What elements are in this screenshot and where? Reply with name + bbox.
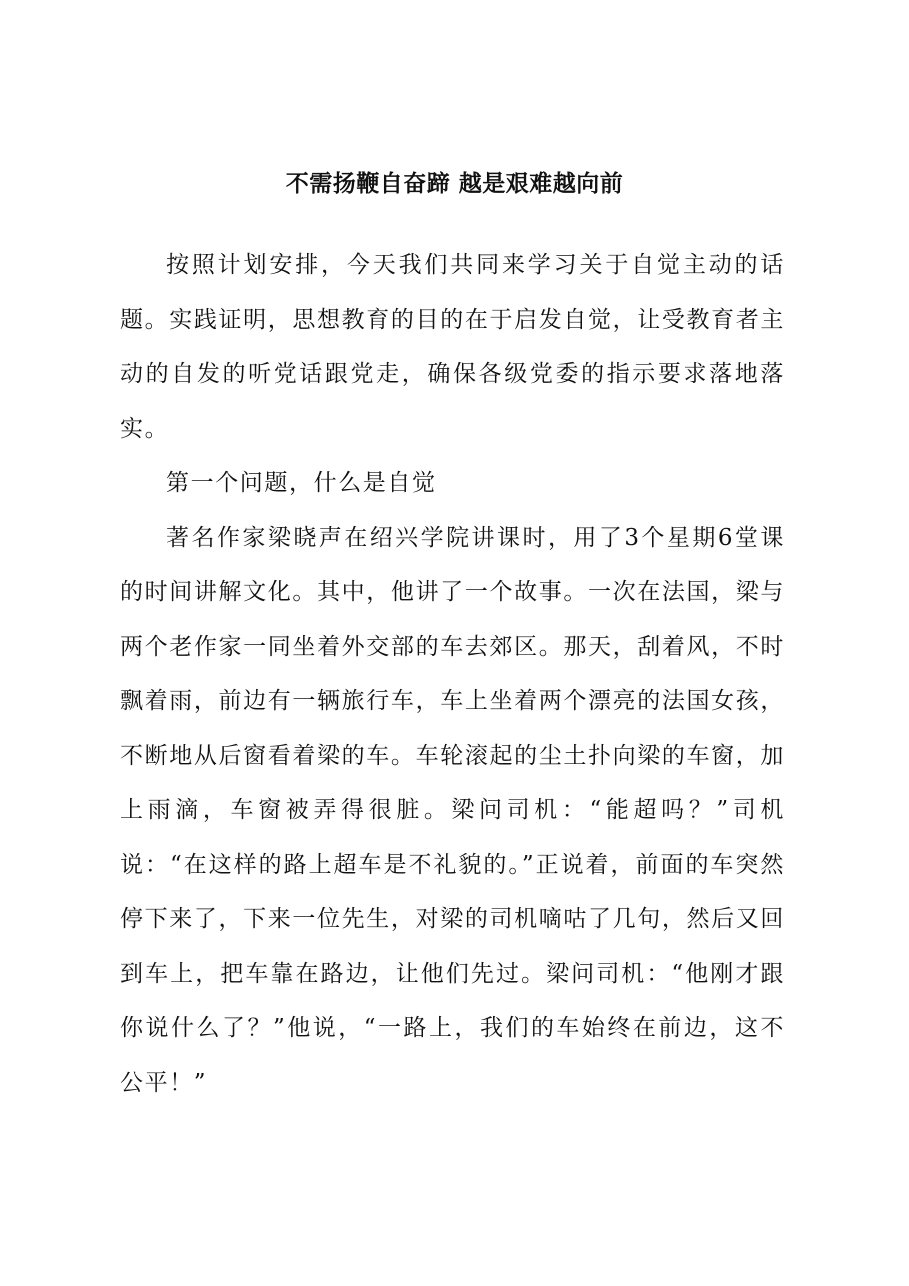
paragraph-intro: 按照计划安排，今天我们共同来学习关于自觉主动的话题。实践证明，思想教育的目的在于启发自觉，让受教育者主动的自发的听党话跟党走，确保各级党委的指示要求落地落实。: [120, 252, 785, 442]
document-body: [120, 238, 785, 1110]
paragraph-heading-question-one: 第一个问题，什么是自觉: [166, 470, 437, 496]
document-title: 不需扬鞭自奋蹄 越是艰难越向前: [285, 170, 624, 197]
paragraph-story: 著名作家梁晓声在绍兴学院讲课时，用了3个星期6堂课的时间讲解文化。其中，他讲了一个故事。一次在法国，梁与两个老作家一同坐着外交部的车去郊区。那天，刮着风，不时飘着雨，前边有一辆旅行车，车上坐着两个漂亮的法国女孩，不断地从后窗看着梁的车。车轮滚起的尘土扑向梁的车窗，加上雨滴，车窗被弄得很脏。梁问司机：“能超吗？”司机说：“在这样的路上超车是不礼貌的。”正说着，前面的车突然停下来了，下来一位先生，对梁的司机嘀咕了几句，然后又回到车上，把车靠在路边，让他们先过。梁问司机：“他刚才跟你说什么了？”他说，“一路上，我们的车始终在前边，这不公平！”: [120, 524, 785, 1096]
